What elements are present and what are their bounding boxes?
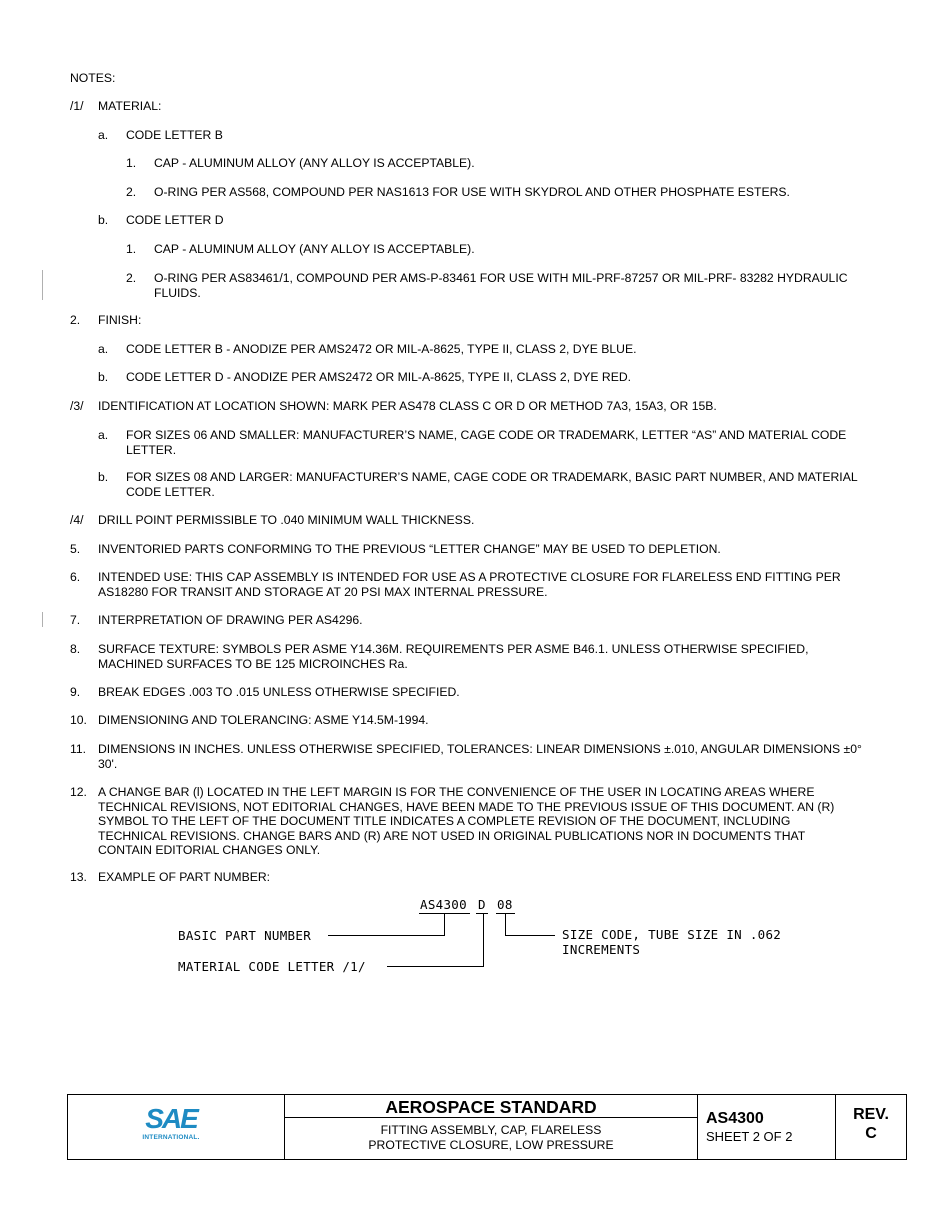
change-bar	[42, 270, 43, 300]
note-text: SURFACE TEXTURE: SYMBOLS PER ASME Y14.36M. REQUIREMENTS PER ASME B46.1. UNLESS OTHERWISE SPECIFIED, MACHINED SURFACES TO BE 125 MICROINCHES Ra.	[98, 642, 809, 671]
doc-number-cell	[697, 1095, 836, 1159]
note-title: FINISH:	[98, 313, 142, 327]
size-code-label-cont: INCREMENTS	[562, 942, 641, 957]
sub-letter: b.	[98, 470, 109, 484]
leader-line	[328, 935, 445, 936]
note-text: DRILL POINT PERMISSIBLE TO .040 MINIMUM WALL THICKNESS.	[98, 513, 475, 527]
document-type: AEROSPACE STANDARD	[385, 1097, 597, 1117]
document-title	[285, 1123, 697, 1153]
note-number: 13.	[70, 870, 87, 884]
note-number: /4/	[70, 513, 84, 527]
sub-title: CODE LETTER B	[126, 128, 223, 142]
title-cell	[284, 1095, 697, 1159]
part-size: 08	[497, 897, 513, 912]
notes-heading: NOTES:	[70, 71, 116, 85]
item-text: O-RING PER AS568, COMPOUND PER NAS1613 FOR USE WITH SKYDROL AND OTHER PHOSPHATE ESTERS.	[154, 185, 790, 199]
note-number: 9.	[70, 685, 81, 699]
leader-line	[505, 913, 506, 936]
note-number: 2.	[70, 313, 81, 327]
note-text: EXAMPLE OF PART NUMBER:	[98, 870, 271, 884]
revision-label: REV.	[853, 1106, 889, 1123]
document-title-line: FITTING ASSEMBLY, CAP, FLARELESS	[380, 1123, 602, 1137]
leader-line	[483, 913, 484, 967]
part-material: D	[478, 897, 486, 912]
change-bar	[42, 612, 43, 627]
sub-letter: a.	[98, 342, 109, 356]
note-text: INTENDED USE: THIS CAP ASSEMBLY IS INTENDED FOR USE AS A PROTECTIVE CLOSURE FOR FLARELESS END FITTING PER AS18280 FOR TRANSIT AND STORAGE AT 20 PSI MAX INTERNAL PRESSURE.	[98, 570, 841, 599]
document-title-line: PROTECTIVE CLOSURE, LOW PRESSURE	[368, 1138, 614, 1152]
sub-text: CODE LETTER D - ANODIZE PER AMS2472 OR MIL-A-8625, TYPE II, CLASS 2, DYE RED.	[126, 370, 632, 384]
note-number: /3/	[70, 399, 84, 413]
material-code-label: MATERIAL CODE LETTER /1/	[178, 959, 366, 974]
note-number: /1/	[70, 99, 84, 113]
note-text: DIMENSIONS IN INCHES. UNLESS OTHERWISE SPECIFIED, TOLERANCES: LINEAR DIMENSIONS ±.010, ANGULAR DIMENSIONS ±0° 30'.	[98, 742, 862, 771]
leader-line	[387, 966, 484, 967]
sub-letter: b.	[98, 370, 109, 384]
note-text: INVENTORIED PARTS CONFORMING TO THE PREVIOUS “LETTER CHANGE” MAY BE USED TO DEPLETION.	[98, 542, 721, 556]
sub-text: FOR SIZES 08 AND LARGER: MANUFACTURER’S NAME, CAGE CODE OR TRADEMARK, BASIC PART NUMBER, AND MATERIAL CODE LETTER.	[126, 470, 858, 499]
logo-cell	[68, 1095, 284, 1159]
sub-letter: a.	[98, 428, 109, 442]
item-number: 1.	[126, 242, 137, 256]
sub-text: CODE LETTER B - ANODIZE PER AMS2472 OR MIL-A-8625, TYPE II, CLASS 2, DYE BLUE.	[126, 342, 637, 356]
item-text: CAP - ALUMINUM ALLOY (ANY ALLOY IS ACCEPTABLE).	[154, 242, 475, 256]
revision-value: C	[865, 1125, 877, 1142]
item-text: O-RING PER AS83461/1, COMPOUND PER AMS-P-83461 FOR USE WITH MIL-PRF-87257 OR MIL-PRF- 83282 HYDRAULIC FLUIDS.	[154, 271, 848, 300]
part-base: AS4300	[420, 897, 467, 912]
basic-part-label: BASIC PART NUMBER	[178, 928, 312, 943]
item-text: CAP - ALUMINUM ALLOY (ANY ALLOY IS ACCEPTABLE).	[154, 156, 475, 170]
note-text: IDENTIFICATION AT LOCATION SHOWN: MARK PER AS478 CLASS C OR D OR METHOD 7A3, 15A3, OR 15B.	[98, 399, 717, 413]
item-number: 2.	[126, 185, 137, 199]
item-number: 1.	[126, 156, 137, 170]
note-number: 7.	[70, 613, 81, 627]
document-number: AS4300	[706, 1110, 764, 1127]
note-text: A CHANGE BAR (l) LOCATED IN THE LEFT MARGIN IS FOR THE CONVENIENCE OF THE USER IN LOCATING AREAS WHERE TECHNICAL REVISIONS, NOT EDITORIAL CHANGES, HAVE BEEN MADE TO THE PREVIOUS ISSUE OF THIS DOCUMENT. AN (R) SYMBOL TO THE LEFT OF THE DOCUMENT TITLE INDICATES A COMPLETE REVISION OF THE DOCUMENT, INCLUDING TECHNICAL REVISIONS. CHANGE BARS AND (R) ARE NOT USED IN ORIGINAL PUBLICATIONS NOR IN DOCUMENTS THAT CONTAIN EDITORIAL CHANGES ONLY.	[98, 785, 835, 857]
sae-logo-text: SAE	[145, 1103, 197, 1134]
sub-letter: b.	[98, 213, 109, 227]
note-text: DIMENSIONING AND TOLERANCING: ASME Y14.5M-1994.	[98, 713, 429, 727]
leader-line	[444, 913, 445, 936]
note-number: 11.	[70, 742, 87, 756]
sub-title: CODE LETTER D	[126, 213, 224, 227]
sae-logo-subtext: INTERNATIONAL.	[142, 1134, 200, 1141]
note-text: BREAK EDGES .003 TO .015 UNLESS OTHERWISE SPECIFIED.	[98, 685, 460, 699]
underline-material	[476, 913, 488, 914]
divider	[285, 1117, 697, 1118]
sub-letter: a.	[98, 128, 109, 142]
item-number: 2.	[126, 271, 137, 285]
note-number: 6.	[70, 570, 81, 584]
note-text: INTERPRETATION OF DRAWING PER AS4296.	[98, 613, 363, 627]
leader-line	[505, 935, 555, 936]
title-block	[67, 1094, 907, 1160]
size-code-label: SIZE CODE, TUBE SIZE IN .062	[562, 927, 782, 942]
sae-logo	[136, 1105, 206, 1143]
note-number: 10.	[70, 713, 87, 727]
note-number: 12.	[70, 785, 87, 799]
sub-text: FOR SIZES 06 AND SMALLER: MANUFACTURER’S NAME, CAGE CODE OR TRADEMARK, LETTER “AS” AND MATERIAL CODE LETTER.	[126, 428, 847, 457]
note-number: 5.	[70, 542, 81, 556]
revision-cell	[835, 1095, 906, 1159]
note-title: MATERIAL:	[98, 99, 162, 113]
note-number: 8.	[70, 642, 81, 656]
sheet-number: SHEET 2 OF 2	[706, 1129, 793, 1144]
